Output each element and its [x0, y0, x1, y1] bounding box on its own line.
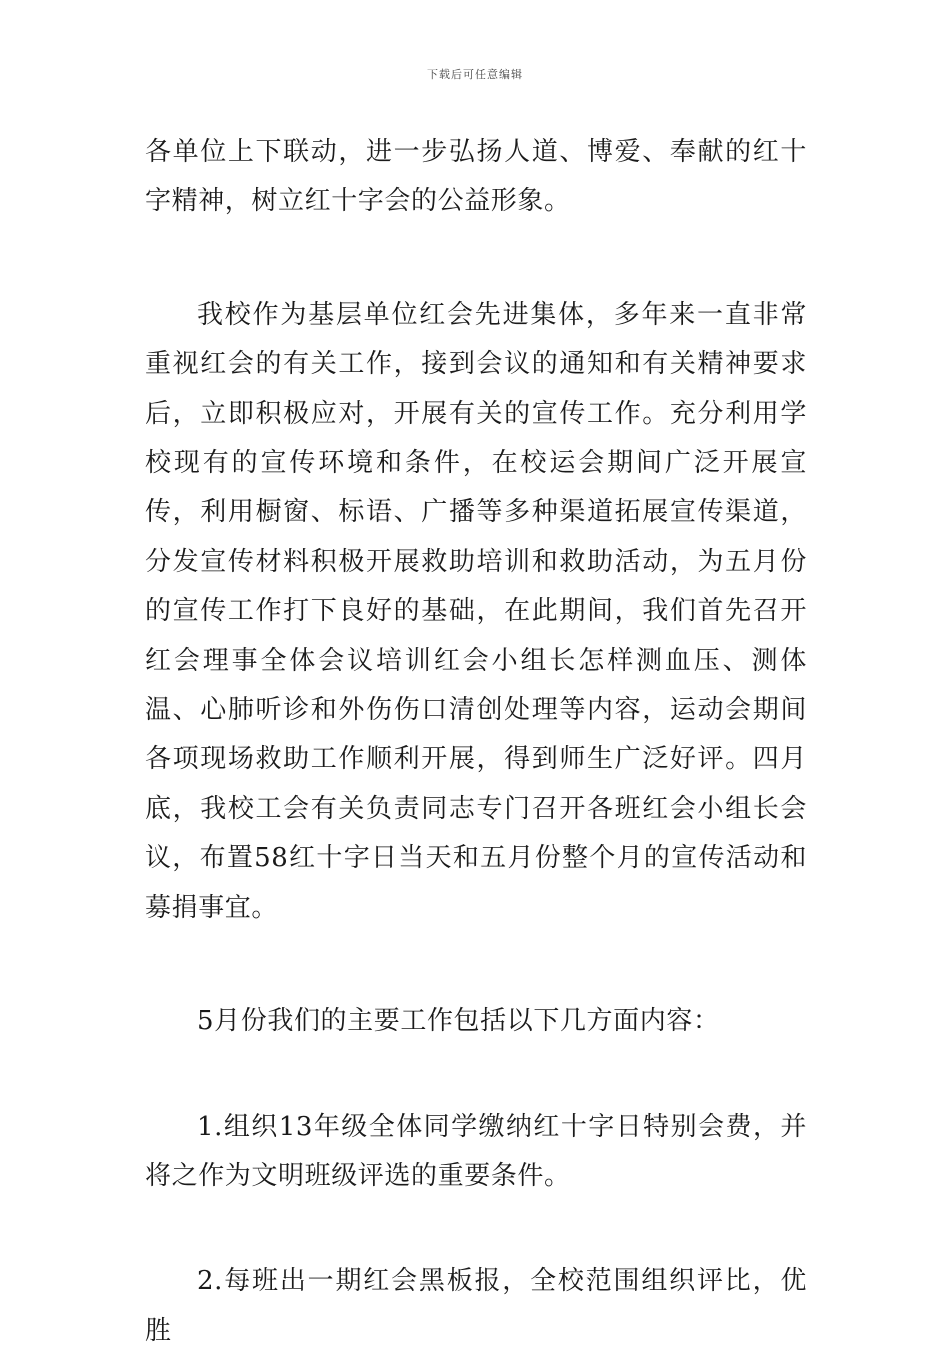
paragraph-item-1: 1.组织13年级全体同学缴纳红十字日特别会费，并将之作为文明班级评选的重要条件。 — [145, 1111, 807, 1191]
paragraph-item-2: 2.每班出一期红会黑板报，全校范围组织评比，优胜 — [145, 1266, 807, 1346]
page-header-note: 下载后可任意编辑 — [427, 68, 523, 81]
paragraph-spacer — [145, 1201, 807, 1257]
paragraph-spacer — [145, 1047, 807, 1103]
paragraph-spacer — [145, 227, 807, 291]
paragraph-continuation: 各单位上下联动，进一步弘扬人道、博爱、奉献的红十字精神，树立红十字会的公益形象。 — [145, 137, 807, 217]
paragraph-may-work-intro: 5月份我们的主要工作包括以下几方面内容： — [197, 1006, 720, 1037]
paragraph-spacer — [145, 933, 807, 997]
document-body — [145, 128, 807, 1356]
paragraph-school-work: 我校作为基层单位红会先进集体，多年来一直非常重视红会的有关工作，接到会议的通知和有关精神要求后，立即积极应对，开展有关的宣传工作。充分利用学校现有的宣传环境和条件，在校运会期间广泛开展宣传，利用橱窗、标语、广播等多种渠道拓展宣传渠道，分发宣传材料积极开展救助培训和救助活动，为五月份的宣传工作打下良好的基础，在此期间，我们首先召开红会理事全体会议培训红会小组长怎样测血压、测体温、心肺听诊和外伤伤口清创处理等内容，运动会期间各项现场救助工作顺利开展，得到师生广泛好评。四月底，我校工会有关负责同志专门召开各班红会小组长会议，布置58红十字日当天和五月份整个月的宣传活动和募捐事宜。 — [145, 299, 807, 923]
